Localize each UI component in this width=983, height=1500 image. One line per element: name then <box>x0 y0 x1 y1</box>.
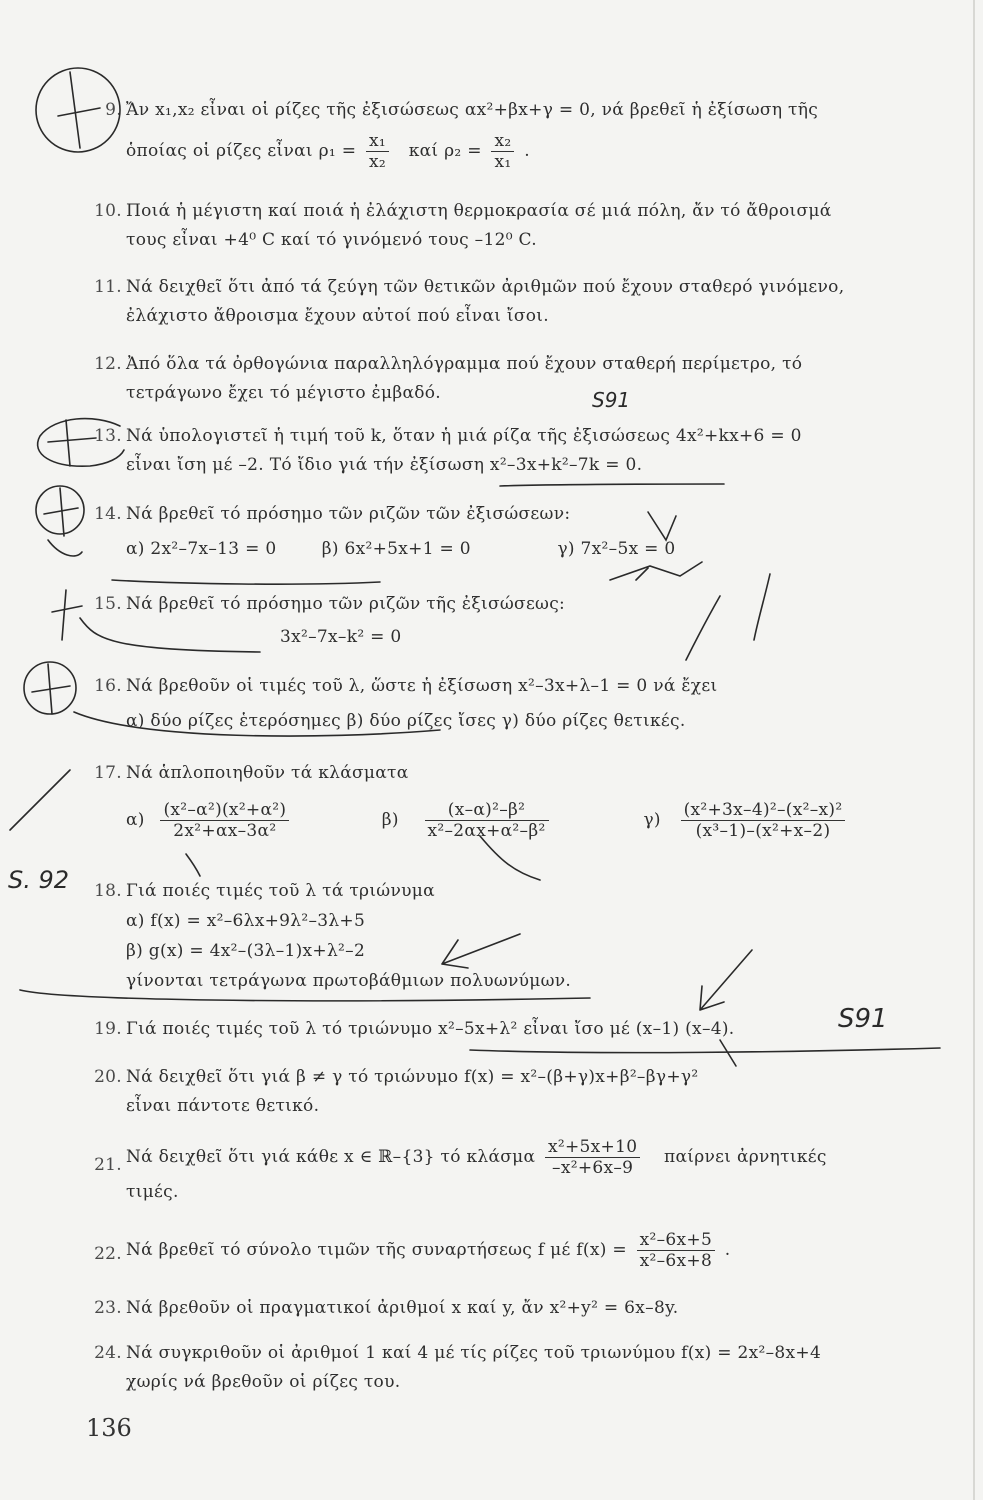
problem-12 <box>84 350 904 410</box>
problem-text: παίρνει ἀρνητικές <box>664 1147 827 1167</box>
problem-13 <box>84 422 904 482</box>
fraction <box>637 1230 715 1271</box>
problem-number: 9. <box>105 100 122 120</box>
problem-text: Νά βρεθοῦν οἱ τιμές τοῦ λ, ὥστε ἡ ἐξίσωση x²–3x+λ–1 = 0 νά ἔχει <box>126 676 718 696</box>
denominator: x²–6x+8 <box>639 1251 713 1271</box>
problem-text: Ποιά ἡ μέγιστη καί ποιά ἡ ἐλάχιστη θερμοκρασία σέ μιά πόλη, ἄν τό ἄθροισμά <box>126 201 832 221</box>
problem-19 <box>84 1015 904 1047</box>
problem-text: Ἄν x₁,x₂ εἶναι οἱ ρίζες τῆς ἐξισώσεως αx²+βx+γ = 0, νά βρεθεῖ ἡ ἐξίσωση τῆς <box>126 100 819 120</box>
problem-number: 11. <box>94 277 122 297</box>
page-number: 136 <box>86 1414 132 1442</box>
problem-number: 16. <box>94 676 122 696</box>
problem-text: τους εἶναι +4⁰ C καί τό γινόμενό τους –12⁰ C. <box>126 230 537 250</box>
denominator: 2x²+αx–3α² <box>173 821 277 841</box>
fraction-rho2 <box>491 131 514 172</box>
problem-number: 17. <box>94 763 122 783</box>
problem-9 <box>84 96 904 186</box>
problem-number: 18. <box>94 881 122 901</box>
problem-number: 22. <box>94 1244 122 1264</box>
problem-text: Νά ἁπλοποιηθοῦν τά κλάσματα <box>126 763 409 783</box>
numerator: (x²+3x–4)²–(x²–x)² <box>681 800 846 821</box>
problem-text: καί ρ₂ = <box>408 141 482 161</box>
problem-text: Νά βρεθεῖ τό πρόσημο τῶν ριζῶν τῶν ἐξισώσεων: <box>126 504 571 524</box>
problem-text: γίνονται τετράγωνα πρωτοβάθμιων πολυωνύμων. <box>126 971 572 991</box>
denominator: x₂ <box>368 152 386 172</box>
fraction-c <box>681 800 846 841</box>
problem-text: Νά βρεθεῖ τό πρόσημο τῶν ριζῶν τῆς ἐξισώσεως: <box>126 594 566 614</box>
equation-c: γ) 7x²–5x = 0 <box>557 539 676 559</box>
page-edge <box>973 0 975 1500</box>
equation-b: β) g(x) = 4x²–(3λ–1)x+λ²–2 <box>126 941 366 961</box>
denominator: x²–2αx+α²–β² <box>427 821 546 841</box>
problem-10 <box>84 197 904 257</box>
problem-number: 21. <box>94 1155 122 1175</box>
problem-text: Νά δειχθεῖ ὅτι γιά κάθε x ∈ ℝ–{3} τό κλάσμα <box>126 1147 536 1167</box>
problem-text: Γιά ποιές τιμές τοῦ λ τό τριώνυμο x²–5x+λ² εἶναι ἴσο μέ (x–1) (x–4). <box>126 1019 735 1039</box>
period: . <box>724 1240 731 1260</box>
period: . <box>524 141 530 161</box>
fraction-b <box>425 800 549 841</box>
problem-16 <box>84 672 904 736</box>
problem-text: Ἀπό ὅλα τά ὀρθογώνια παραλληλόγραμμα πού ἔχουν σταθερή περίμετρο, τό <box>126 354 803 374</box>
problem-text: Νά δειχθεῖ ὅτι ἀπό τά ζεύγη τῶν θετικῶν ἀριθμῶν πού ἔχουν σταθερό γινόμενο, <box>126 277 845 297</box>
problem-text: α) δύο ρίζες ἑτερόσημες β) δύο ρίζες ἴσες γ) δύο ρίζες θετικές. <box>126 711 686 731</box>
fraction-a <box>160 800 289 841</box>
problem-number: 15. <box>94 594 122 614</box>
problem-text: Νά δειχθεῖ ὅτι γιά β ≠ γ τό τριώνυμο f(x) = x²–(β+γ)x+β²–βγ+γ² <box>126 1067 699 1087</box>
problem-number: 12. <box>94 354 122 374</box>
problem-number: 19. <box>94 1019 122 1039</box>
equation-b: β) 6x²+5x+1 = 0 <box>321 539 471 559</box>
fraction-rho1 <box>366 131 389 172</box>
problem-22 <box>84 1230 904 1282</box>
problem-text: Νά συγκριθοῦν οἱ ἀριθμοί 1 καί 4 μέ τίς ρίζες τοῦ τριωνύμου f(x) = 2x²–8x+4 <box>126 1343 822 1363</box>
label-a: α) <box>126 810 145 830</box>
problem-15 <box>84 590 904 654</box>
denominator: x₁ <box>494 152 512 172</box>
problem-text: Νά ὑπολογιστεῖ ἡ τιμή τοῦ k, ὅταν ἡ μιά ρίζα τῆς ἐξισώσεως 4x²+kx+6 = 0 <box>126 426 802 446</box>
equation-a: α) f(x) = x²–6λx+9λ²–3λ+5 <box>126 911 366 931</box>
problem-number: 13. <box>94 426 122 446</box>
problem-24 <box>84 1339 904 1399</box>
problem-23 <box>84 1294 904 1326</box>
problem-text: Γιά ποιές τιμές τοῦ λ τά τριώνυμα <box>126 881 435 901</box>
problem-17 <box>84 759 904 859</box>
problem-text: Νά βρεθεῖ τό σύνολο τιμῶν τῆς συναρτήσεως f μέ f(x) = <box>126 1240 627 1260</box>
numerator: (x–α)²–β² <box>425 800 549 821</box>
problem-text: Νά βρεθοῦν οἱ πραγματικοί ἀριθμοί x καί y, ἄν x²+y² = 6x–8y. <box>126 1298 679 1318</box>
problem-text: τετράγωνο ἔχει τό μέγιστο ἐμβαδό. <box>126 383 442 403</box>
numerator: x₁ <box>366 131 389 152</box>
handwritten-note-18: S. 92 <box>8 866 70 894</box>
problem-18 <box>84 877 904 1001</box>
denominator: (x³–1)–(x²+x–2) <box>695 821 831 841</box>
problem-20 <box>84 1063 904 1123</box>
problem-number: 20. <box>94 1067 122 1087</box>
fraction <box>545 1137 640 1178</box>
problem-text: τιμές. <box>126 1182 179 1202</box>
handwritten-note-19: S91 <box>838 1004 888 1034</box>
numerator: x²–6x+5 <box>637 1230 715 1251</box>
problem-number: 24. <box>94 1343 122 1363</box>
equation: 3x²–7x–k² = 0 <box>280 627 402 647</box>
handwritten-note-13: S91 <box>592 388 631 412</box>
problem-text: ὁποίας οἱ ρίζες εἶναι ρ₁ = <box>126 141 357 161</box>
problem-11 <box>84 273 904 333</box>
problem-21 <box>84 1137 904 1213</box>
numerator: x²+5x+10 <box>545 1137 640 1158</box>
circled-plus-mark-14 <box>36 486 84 556</box>
problem-14 <box>84 500 904 572</box>
label-c: γ) <box>643 810 661 830</box>
label-b: β) <box>381 810 399 830</box>
equation-a: α) 2x²–7x–13 = 0 <box>126 539 277 559</box>
denominator: –x²+6x–9 <box>552 1158 634 1178</box>
problem-text: χωρίς νά βρεθοῦν οἱ ρίζες του. <box>126 1372 401 1392</box>
problem-number: 10. <box>94 201 122 221</box>
numerator: x₂ <box>491 131 514 152</box>
numerator: (x²–α²)(x²+α²) <box>160 800 289 821</box>
problem-number: 23. <box>94 1298 122 1318</box>
problem-text: ἐλάχιστο ἄθροισμα ἔχουν αὐτοί πού εἶναι ἴσοι. <box>126 306 549 326</box>
problem-number: 14. <box>94 504 122 524</box>
problem-text: εἶναι ἴση μέ –2. Τό ἴδιο γιά τήν ἐξίσωση x²–3x+k²–7k = 0. <box>126 455 643 475</box>
problem-text: εἶναι πάντοτε θετικό. <box>126 1096 320 1116</box>
